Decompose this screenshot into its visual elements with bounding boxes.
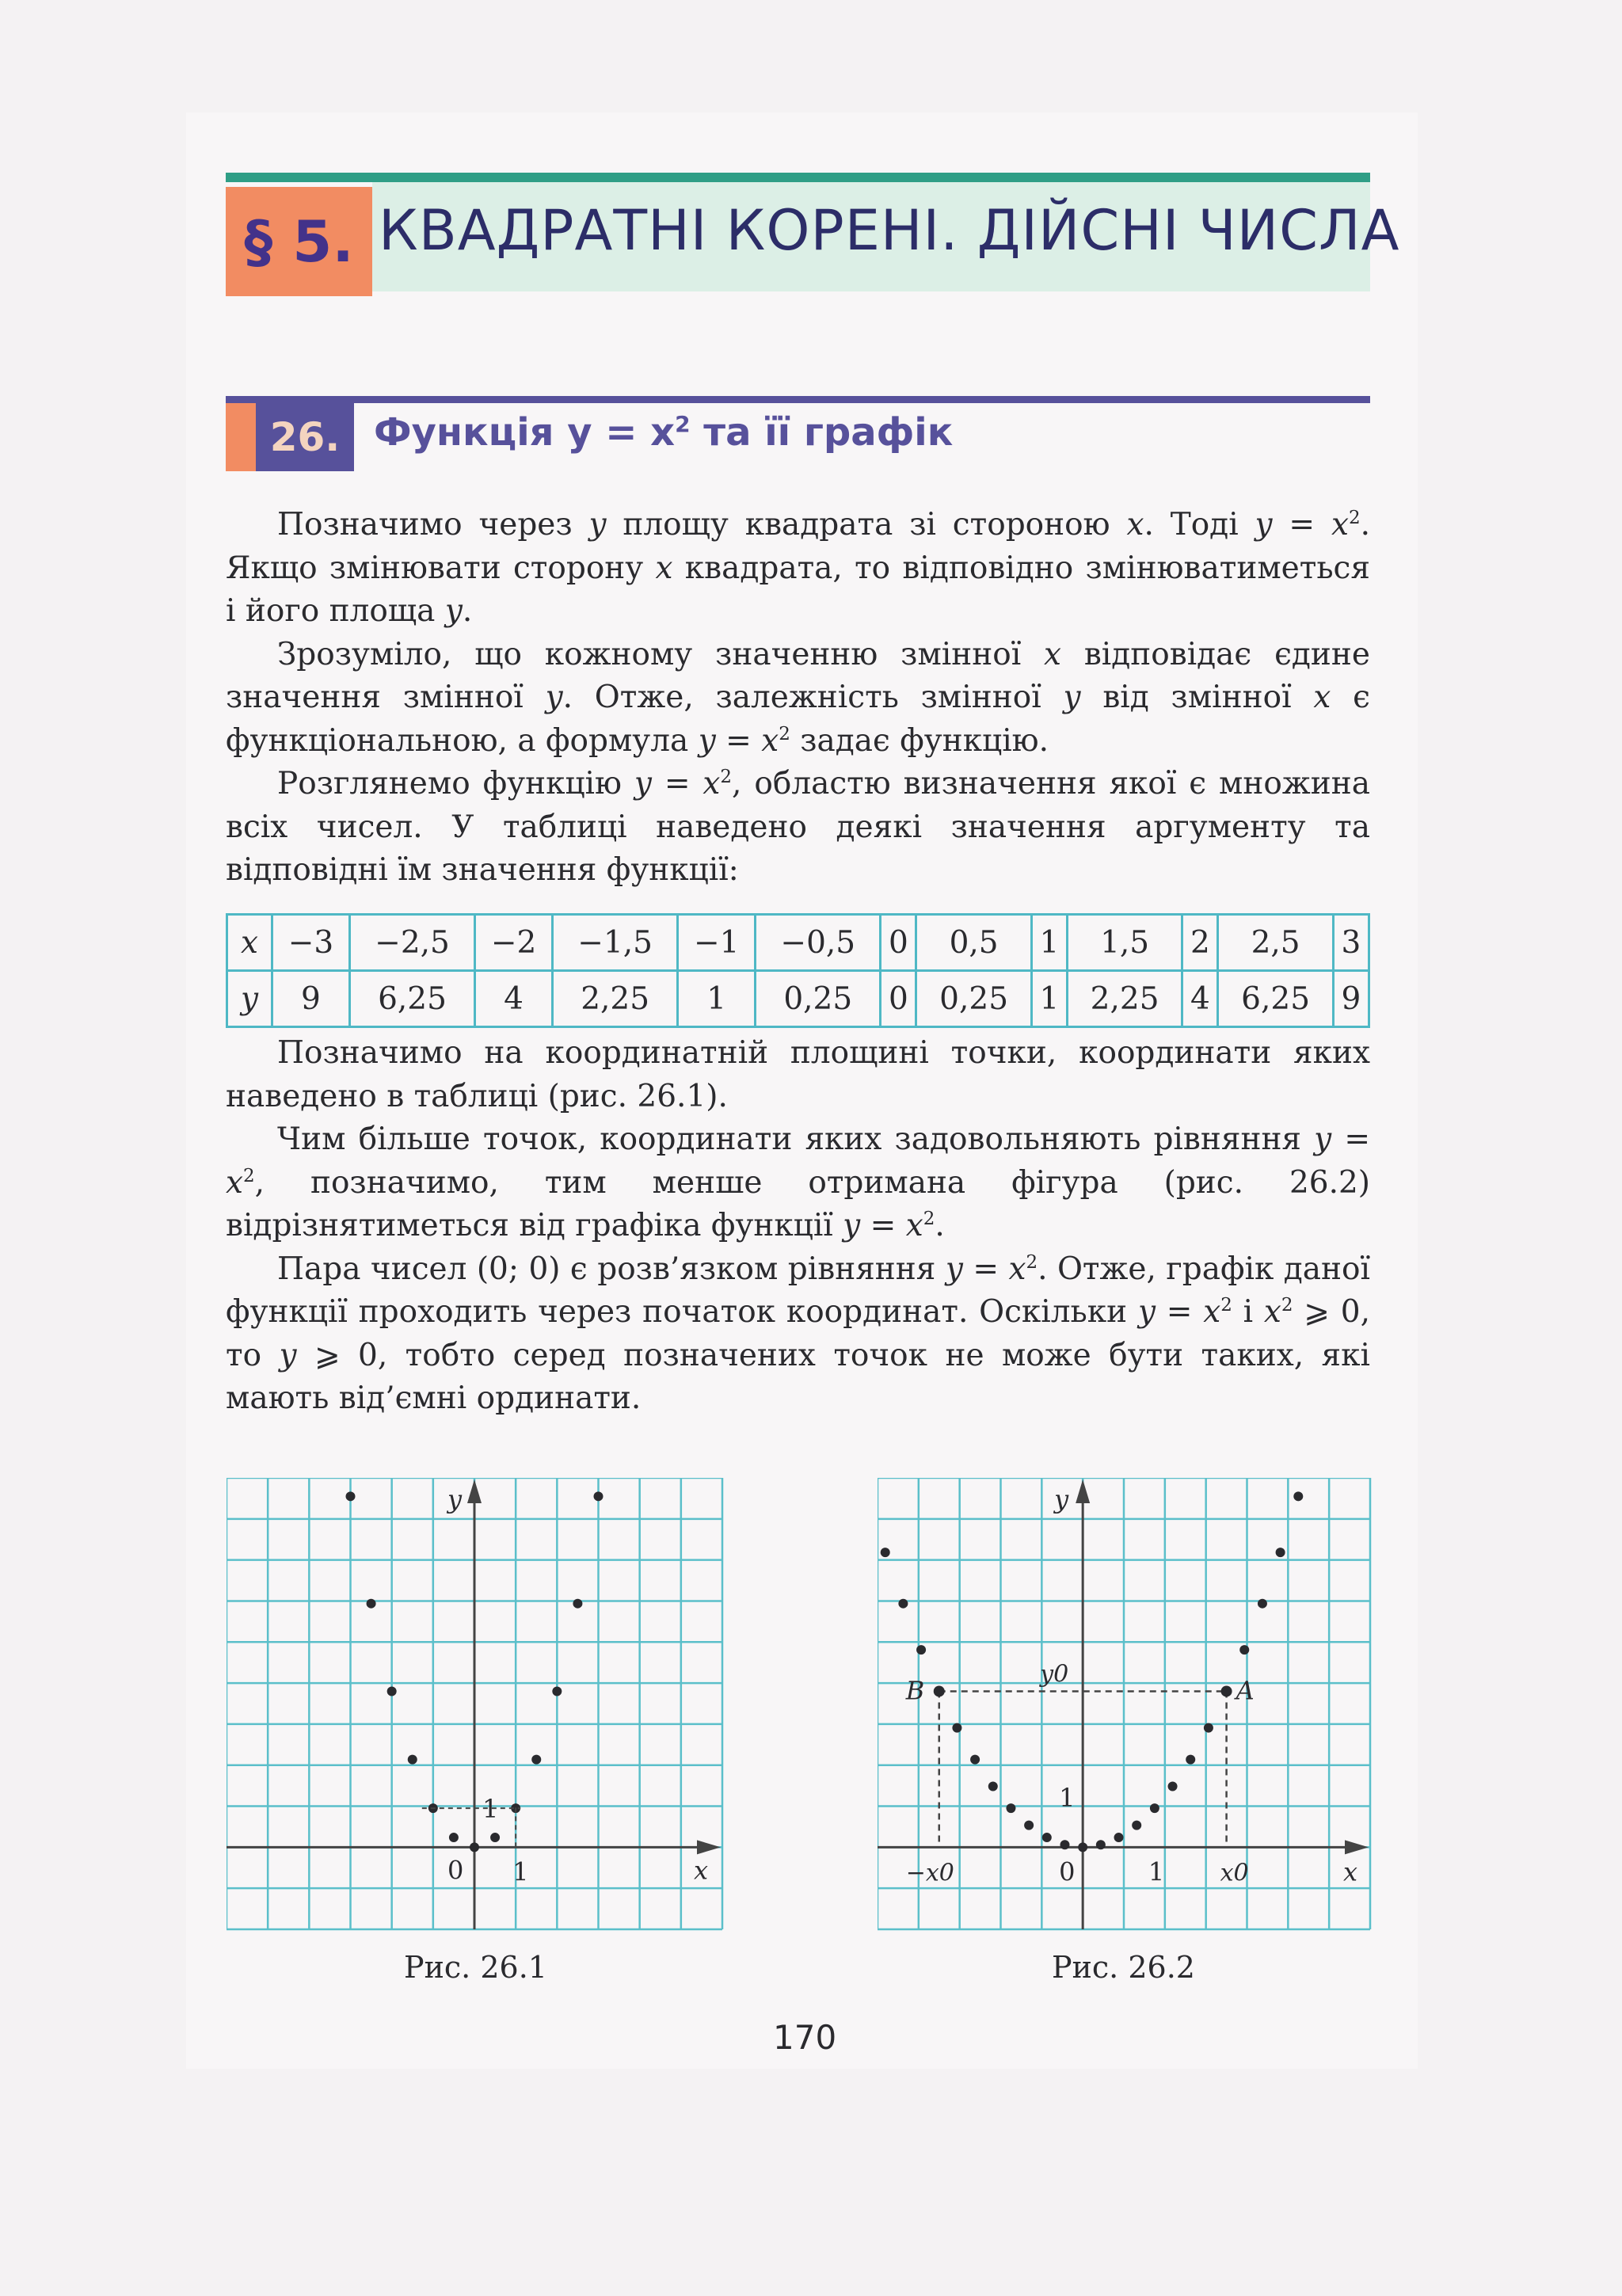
origin-label: 0 <box>447 1855 464 1886</box>
table-cell: 4 <box>1182 971 1218 1027</box>
data-point <box>552 1686 562 1696</box>
data-point <box>1276 1548 1285 1557</box>
point-b <box>934 1685 945 1696</box>
table-cell: 0,5 <box>916 915 1031 971</box>
table-cell: 1 <box>1031 971 1067 1027</box>
values-table <box>226 913 1370 1028</box>
data-point <box>988 1781 998 1791</box>
table-cell: −2,5 <box>349 915 474 971</box>
figure-26-1-caption: Рис. 26.1 <box>404 1950 547 1985</box>
figure-26-2-caption: Рис. 26.2 <box>1052 1950 1195 1985</box>
data-point <box>1204 1723 1213 1733</box>
section-rule <box>226 396 1370 403</box>
data-point <box>408 1755 417 1765</box>
paragraph: Позначимо через y площу квадрата зі стороною x. Тоді $y = x^2$. Якщо змінювати сторону x квадрата, то відповідно змінюватиметься і його площа y. <box>226 507 1371 629</box>
unit-y-label: 1 <box>1059 1783 1076 1814</box>
data-point <box>916 1645 926 1654</box>
table-row-y <box>227 971 1369 1027</box>
table-cell: 9 <box>1333 971 1369 1027</box>
paragraph: Розглянемо функцію $y = x^2$, областю визначення якої є множина всіх чисел. У таблиці наведено деякі значення аргументу та відповідні їм значення функції: <box>226 766 1370 888</box>
figure-26-2 <box>878 1478 1372 1931</box>
data-point <box>1168 1781 1178 1791</box>
table-cell: 4 <box>475 971 553 1027</box>
table-header-cell: y <box>227 971 272 1027</box>
data-point <box>1293 1491 1303 1501</box>
data-point <box>449 1833 459 1842</box>
table-cell: −0,5 <box>756 915 881 971</box>
origin-label: 0 <box>1059 1856 1076 1887</box>
data-point <box>531 1755 541 1765</box>
x-axis-label: x <box>1343 1856 1358 1887</box>
data-point <box>1186 1755 1195 1765</box>
data-point <box>490 1833 500 1842</box>
table-cell: 6,25 <box>349 971 474 1027</box>
table-cell: −1 <box>678 915 756 971</box>
unit-x-label: 1 <box>512 1856 529 1887</box>
paragraph: Зрозуміло, що кожному значенню змінної x відповідає єдине значення змінної y. Отже, залежність змінної y від змінної x є функціональною, а формула $y = x^2$ задає функцію. <box>226 636 1371 759</box>
data-point <box>1114 1833 1124 1842</box>
y-axis-arrow <box>1076 1479 1090 1503</box>
data-point <box>1150 1803 1159 1813</box>
data-point <box>1042 1833 1052 1842</box>
data-point <box>881 1548 890 1557</box>
table-row-x <box>227 915 1369 971</box>
chapter-number: § 5. <box>226 187 372 296</box>
paragraph: Чим більше точок, координати яких задовольняють рівняння $y = x^2$, позначимо, тим менше отримана фігура (рис. 26.2) відрізнятиметься від графіка функції $y = x^2$. <box>226 1121 1370 1243</box>
data-point <box>470 1842 479 1852</box>
body-text-main <box>226 1032 1370 1421</box>
table-cell: 0,25 <box>756 971 881 1027</box>
table-cell: −1,5 <box>553 915 678 971</box>
y-axis-label: y <box>447 1484 463 1514</box>
unit-x-label: 1 <box>1148 1856 1165 1887</box>
table-cell: 3 <box>1333 915 1369 971</box>
body-text-intro <box>226 504 1370 893</box>
section-number: 26. <box>256 403 354 471</box>
paragraph: Пара чисел (0; 0) є розв’язком рівняння $y = x^2$. Отже, графік даної функції проходить через початок координат. Оскільки $y = x^2$ і $x^2$ ⩾ 0, то y ⩾ 0, тобто серед позначених точок не може бути таких, які мають від’ємні ординати. <box>226 1251 1370 1416</box>
section-title: Функція $y = x^2$ та її графік <box>374 410 954 455</box>
data-point <box>387 1686 397 1696</box>
table-cell: 1 <box>678 971 756 1027</box>
section-badge-accent <box>226 403 256 471</box>
minus-x0-label: −x0 <box>905 1859 954 1887</box>
figure-26-1 <box>227 1478 724 1931</box>
table-cell: 2,25 <box>553 971 678 1027</box>
point-a-label: A <box>1236 1675 1255 1706</box>
x-axis-label: x <box>694 1855 709 1886</box>
table-cell: 0,25 <box>916 971 1031 1027</box>
point-b-label: B <box>905 1675 925 1706</box>
table-header-cell: x <box>227 915 272 971</box>
data-point <box>1006 1803 1015 1813</box>
y0-label: y0 <box>1040 1660 1069 1689</box>
table-cell: 2 <box>1182 915 1218 971</box>
data-point <box>346 1491 356 1501</box>
point-a <box>1221 1685 1232 1696</box>
table-cell: 1 <box>1031 915 1067 971</box>
data-point <box>367 1599 376 1609</box>
chapter-title: КВАДРАТНІ КОРЕНІ. ДІЙСНІ ЧИСЛА <box>379 198 1400 263</box>
page-number: 170 <box>773 2018 837 2057</box>
data-point <box>573 1599 582 1609</box>
table-cell: 6,25 <box>1218 971 1333 1027</box>
x-axis-arrow <box>697 1840 721 1854</box>
table-cell: 1,5 <box>1067 915 1182 971</box>
data-point <box>594 1491 603 1501</box>
y-axis-label: y <box>1054 1484 1069 1514</box>
table-cell: 0 <box>881 971 916 1027</box>
data-point <box>952 1723 961 1733</box>
table-cell: 2,5 <box>1218 915 1333 971</box>
unit-y-label: 1 <box>482 1794 499 1825</box>
x0-label: x0 <box>1220 1859 1249 1887</box>
table-cell: 2,25 <box>1067 971 1182 1027</box>
data-point <box>970 1755 980 1765</box>
table-cell: −2 <box>475 915 553 971</box>
paragraph: Позначимо на координатній площині точки, координати яких наведено в таблиці (рис. 26.1). <box>226 1035 1370 1114</box>
table-cell: −3 <box>272 915 350 971</box>
table-cell: 0 <box>881 915 916 971</box>
data-point <box>1096 1840 1106 1849</box>
chapter-rule <box>226 173 1370 182</box>
data-point <box>1024 1821 1034 1830</box>
data-point <box>1239 1645 1249 1654</box>
y-axis-arrow <box>467 1479 482 1503</box>
data-point <box>898 1599 908 1609</box>
x-axis-arrow <box>1345 1840 1369 1854</box>
data-point <box>1258 1599 1267 1609</box>
data-point <box>1078 1842 1087 1852</box>
table-cell: 9 <box>272 971 350 1027</box>
data-point <box>1132 1821 1141 1830</box>
data-point <box>1060 1840 1069 1849</box>
